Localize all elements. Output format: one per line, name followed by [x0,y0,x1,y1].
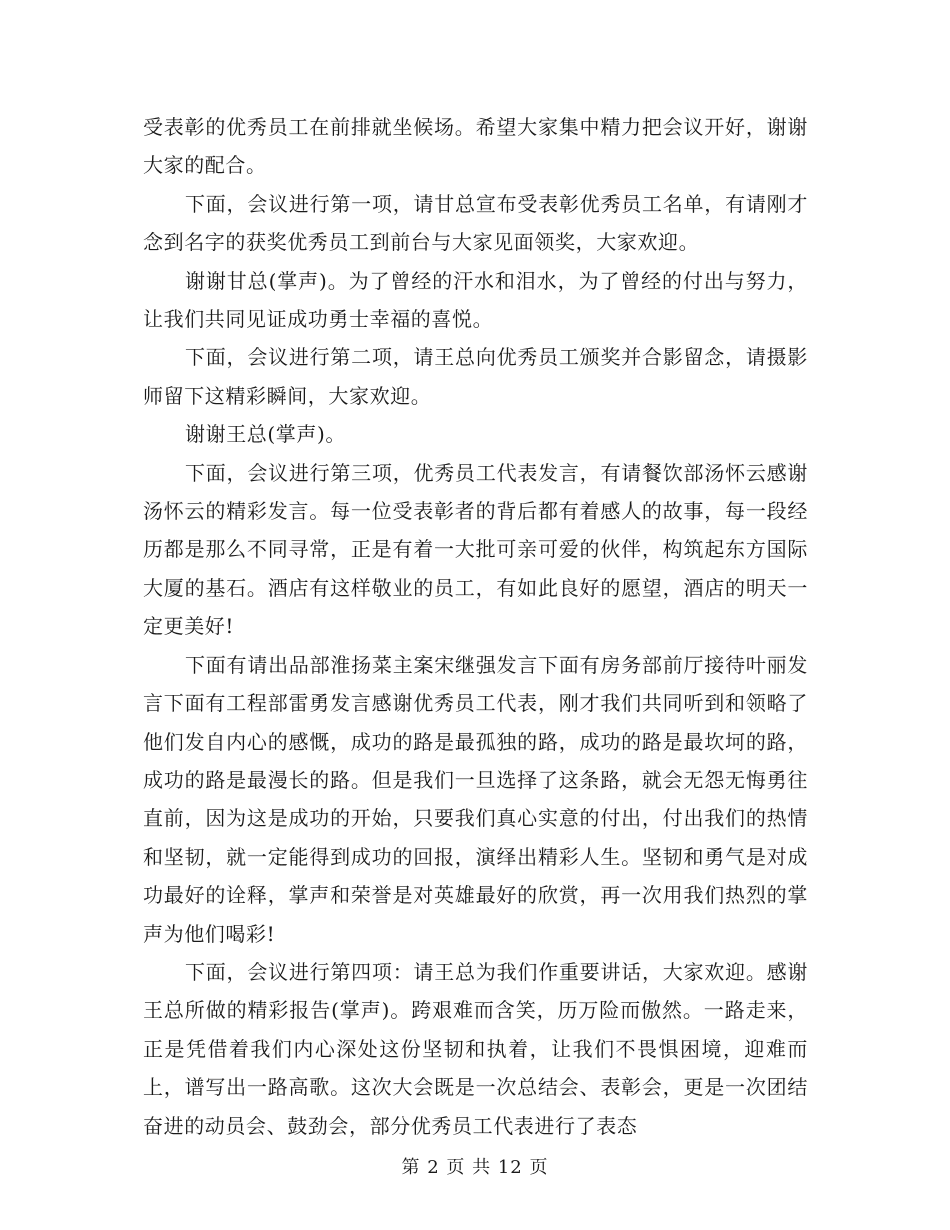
document-body [143,108,808,1145]
page-number-footer: 第 2 页 共 12 页 [401,1157,549,1178]
paragraph: 谢谢甘总(掌声)。为了曾经的汗水和泪水，为了曾经的付出与努力，让我们共同见证成功勇士幸福的喜悦。 [143,268,808,332]
paragraph: 下面，会议进行第三项，优秀员工代表发言，有请餐饮部汤怀云感谢汤怀云的精彩发言。每一位受表彰者的背后都有着感人的故事，每一段经历都是那么不同寻常，正是有着一大批可亲可爱的伙伴，构筑起东方国际大厦的基石。酒店有这样敬业的员工，有如此良好的愿望，酒店的明天一定更美好! [143,460,808,639]
paragraph: 下面，会议进行第一项，请甘总宣布受表彰优秀员工名单，有请刚才念到名字的获奖优秀员工到前台与大家见面领奖，大家欢迎。 [143,191,808,255]
paragraph: 下面，会议进行第二项，请王总向优秀员工颁奖并合影留念，请摄影师留下这精彩瞬间，大家欢迎。 [143,345,808,408]
paragraph: 下面有请出品部淮扬菜主案宋继强发言下面有房务部前厅接待叶丽发言下面有工程部雷勇发言感谢优秀员工代表，刚才我们共同听到和领略了他们发自内心的感慨，成功的路是最孤独的路，成功的路是最坎坷的路，成功的路是最漫长的路。但是我们一旦选择了这条路，就会无怨无悔勇往直前，因为这是成功的开始，只要我们真心实意的付出，付出我们的热情和坚韧，就一定能得到成功的回报，演绎出精彩人生。坚韧和勇气是对成功最好的诠释，掌声和荣誉是对英雄最好的欣赏，再一次用我们热烈的掌声为他们喝彩! [143,652,808,946]
paragraph: 谢谢王总(掌声)。 [185,422,347,447]
paragraph-continuation: 受表彰的优秀员工在前排就坐候场。希望大家集中精力把会议开好，谢谢大家的配合。 [143,115,808,178]
paragraph: 下面，会议进行第四项：请王总为我们作重要讲话，大家欢迎。感谢王总所做的精彩报告(掌声)。跨艰难而含笑，历万险而傲然。一路走来，正是凭借着我们内心深处这份坚韧和执着，让我们不畏惧困境，迎难而上，谱写出一路高歌。这次大会既是一次总结会、表彰会，更是一次团结奋进的动员会、鼓劲会，部分优秀员工代表进行了表态 [143,959,808,1138]
